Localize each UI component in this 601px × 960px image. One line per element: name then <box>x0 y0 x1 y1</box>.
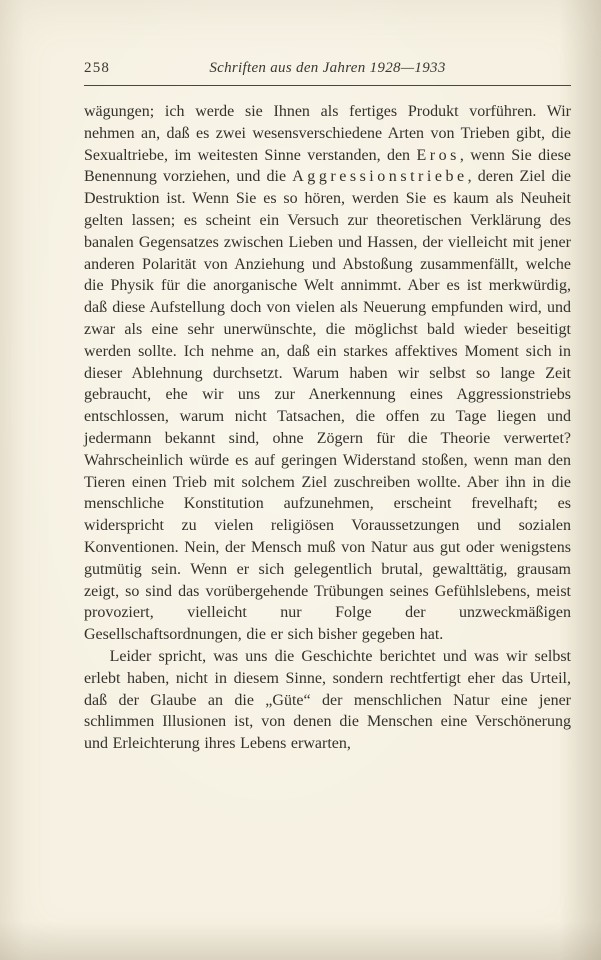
paragraph-1 <box>84 101 571 646</box>
paragraph-text: , wenn Sie diese Benennung vorziehen, und die <box>84 146 571 186</box>
text-block <box>84 101 571 755</box>
paragraph-text: , deren Ziel die Destruktion ist. Wenn Sie es so hören, werden Sie es kaum als Neuheit gelten lassen; es scheint ein Versuch zur theoretischen Verklärung des banalen Gegensatzes zwischen Lieben und Hassen, der vielleicht mit jener anderen Polarität von Anziehung und Abstoßung zusammenfällt, welche die Physik für die anorganische Welt annimmt. Aber es ist merkwürdig, daß diese Aufstellung doch von vielen als Neuerung empfunden wird, und zwar als eine sehr unerwünschte, die möglichst bald wieder beseitigt werden sollte. Ich nehme an, daß ein starkes affektives Moment sich in dieser Ablehnung durchsetzt. Warum haben wir selbst so lange Zeit gebraucht, ehe wir uns zur Anerkennung eines Aggressionstriebs entschlossen, warum nicht Tatsachen, die offen zu Tage liegen und jedermann bekannt sind, ohne Zögern für die Theorie verwertet? Wahrscheinlich würde es auf geringen Widerstand stoßen, wenn man den Tieren einen Trieb mit solchem Ziel zuschreiben wollte. Aber ihn in die menschliche Konstitution aufzunehmen, erscheint frevelhaft; es widerspricht zu vielen religiösen Voraussetzungen und sozialen Konventionen. Nein, der Mensch muß von Natur aus gut oder wenigstens gutmütig sein. Wenn er sich gelegentlich brutal, gewalttätig, grausam zeigt, so sind das vorübergehende Trübungen seines Gefühlslebens, meist provoziert, vielleicht nur Folge der unzweckmäßigen Gesellschaftsordnungen, die er sich bisher gegeben hat. <box>84 168 572 644</box>
page-header <box>84 60 571 82</box>
emphasized-word-eros: Eros <box>416 146 460 164</box>
header-rule <box>84 85 571 86</box>
paragraph-2: Leider spricht, was uns die Geschichte berichtet und was wir selbst erlebt haben, nicht in diesem Sinne, sondern rechtfertigt eher das Urteil, daß der Glaube an die „Güte“ der menschlichen Natur eine jener schlimmen Illusionen ist, von denen die Menschen eine Verschönerung und Erleichterung ihres Lebens erwarten, <box>84 647 571 753</box>
paragraph-text: wägungen; ich werde sie Ihnen als fertiges Produkt vorführen. Wir nehmen an, daß es zwei wesensverschiedene Arten von Trieben gibt, die Sexualtriebe, im weitesten Sinne verstanden, den <box>84 103 571 164</box>
running-title: Schriften aus den Jahren 1928—1933 <box>209 60 446 76</box>
page-number: 258 <box>84 60 111 76</box>
emphasized-word-aggressionstriebe: Aggressionstriebe <box>292 168 468 186</box>
